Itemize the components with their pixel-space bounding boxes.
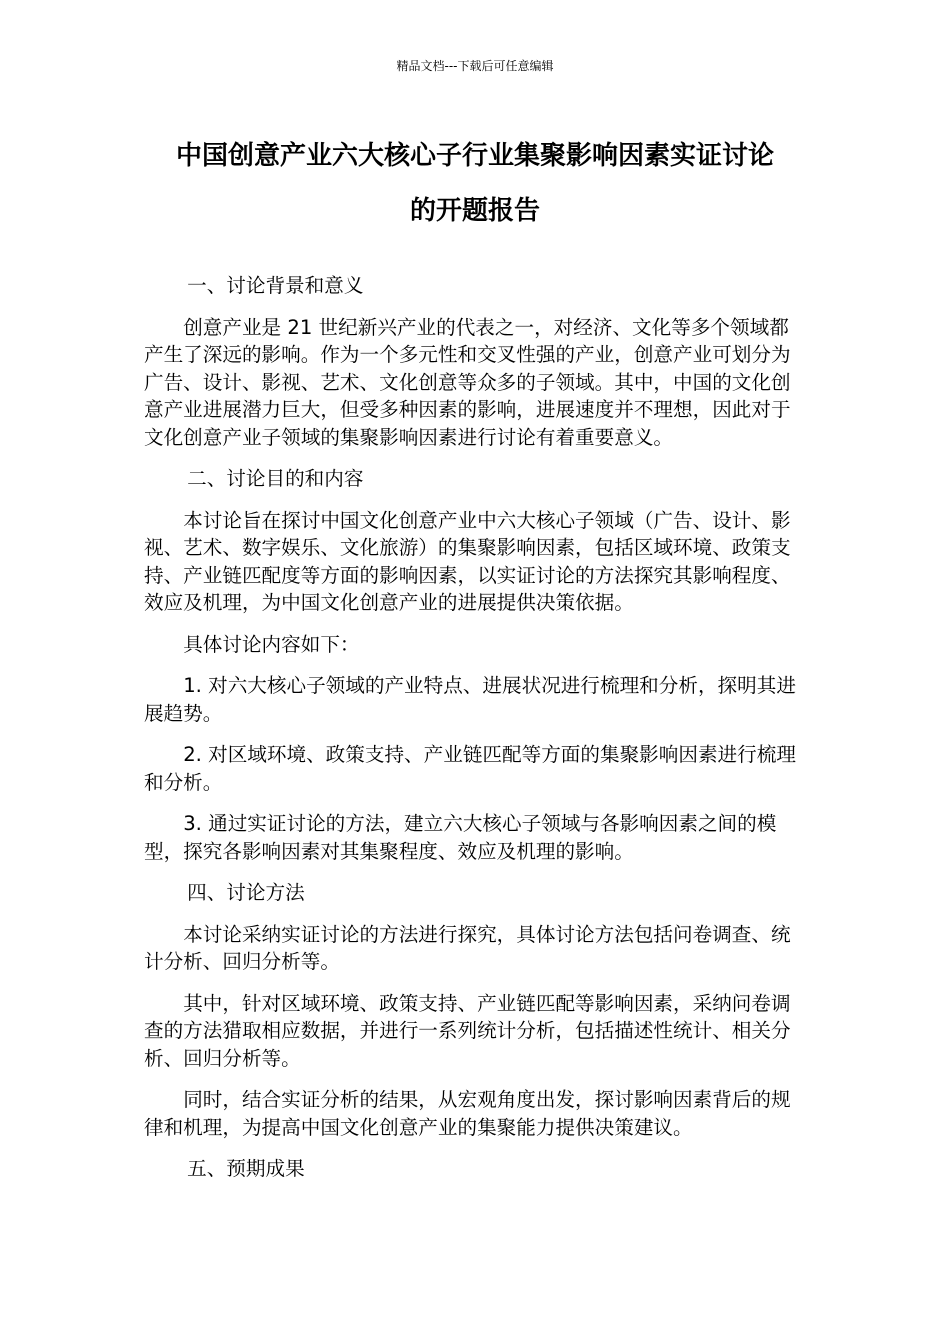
- document-title-line-2: 的开题报告: [409, 196, 540, 226]
- paragraph-method-conclusion: 同时，结合实证分析的结果，从宏观角度出发，探讨影响因素背后的规律和机理，为提高中国文化创意产业的集聚能力提供决策建议。: [144, 1088, 791, 1139]
- paragraph-content-intro: 具体讨论内容如下：: [183, 632, 360, 656]
- paragraph-background: 创意产业是 21 世纪新兴产业的代表之一，对经济、文化等多个领域都产生了深远的影响。作为一个多元性和交叉性强的产业，创意产业可划分为广告、设计、影视、艺术、文化创意等众多的子领域。其中，中国的文化创意产业进展潜力巨大，但受多种因素的影响，进展速度并不理想，因此对于文化创意产业子领域的集聚影响因素进行讨论有着重要意义。: [144, 315, 791, 449]
- list-item-2: 2. 对区域环境、政策支持、产业链匹配等方面的集聚影响因素进行梳理和分析。: [144, 743, 796, 794]
- section-heading-purpose: 二、讨论目的和内容: [187, 467, 364, 490]
- paragraph-method: 本讨论采纳实证讨论的方法进行探究，具体讨论方法包括问卷调查、统计分析、回归分析等。: [144, 922, 791, 973]
- document-title-line-1: 中国创意产业六大核心子行业集聚影响因素实证讨论: [175, 141, 774, 171]
- section-heading-background: 一、讨论背景和意义: [187, 274, 364, 297]
- section-heading-method: 四、讨论方法: [187, 881, 305, 904]
- section-heading-expected-results: 五、预期成果: [187, 1157, 305, 1180]
- document-body: [144, 272, 808, 1197]
- paragraph-method-detail: 其中，针对区域环境、政策支持、产业链匹配等影响因素，采纳问卷调查的方法猎取相应数据，并进行一系列统计分析，包括描述性统计、相关分析、回归分析等。: [144, 991, 791, 1070]
- paragraph-purpose: 本讨论旨在探讨中国文化创意产业中六大核心子领域（广告、设计、影视、艺术、数字娱乐、文化旅游）的集聚影响因素，包括区域环境、政策支持、产业链匹配度等方面的影响因素，以实证讨论的方法探究其影响程度、效应及机理，为中国文化创意产业的进展提供决策依据。: [144, 508, 791, 614]
- list-item-3: 3. 通过实证讨论的方法，建立六大核心子领域与各影响因素之间的模型，探究各影响因素对其集聚程度、效应及机理的影响。: [144, 812, 777, 863]
- list-item-1: 1. 对六大核心子领域的产业特点、进展状况进行梳理和分析，探明其进展趋势。: [144, 674, 796, 725]
- page-header: 精品文档---下载后可任意编辑: [396, 59, 554, 73]
